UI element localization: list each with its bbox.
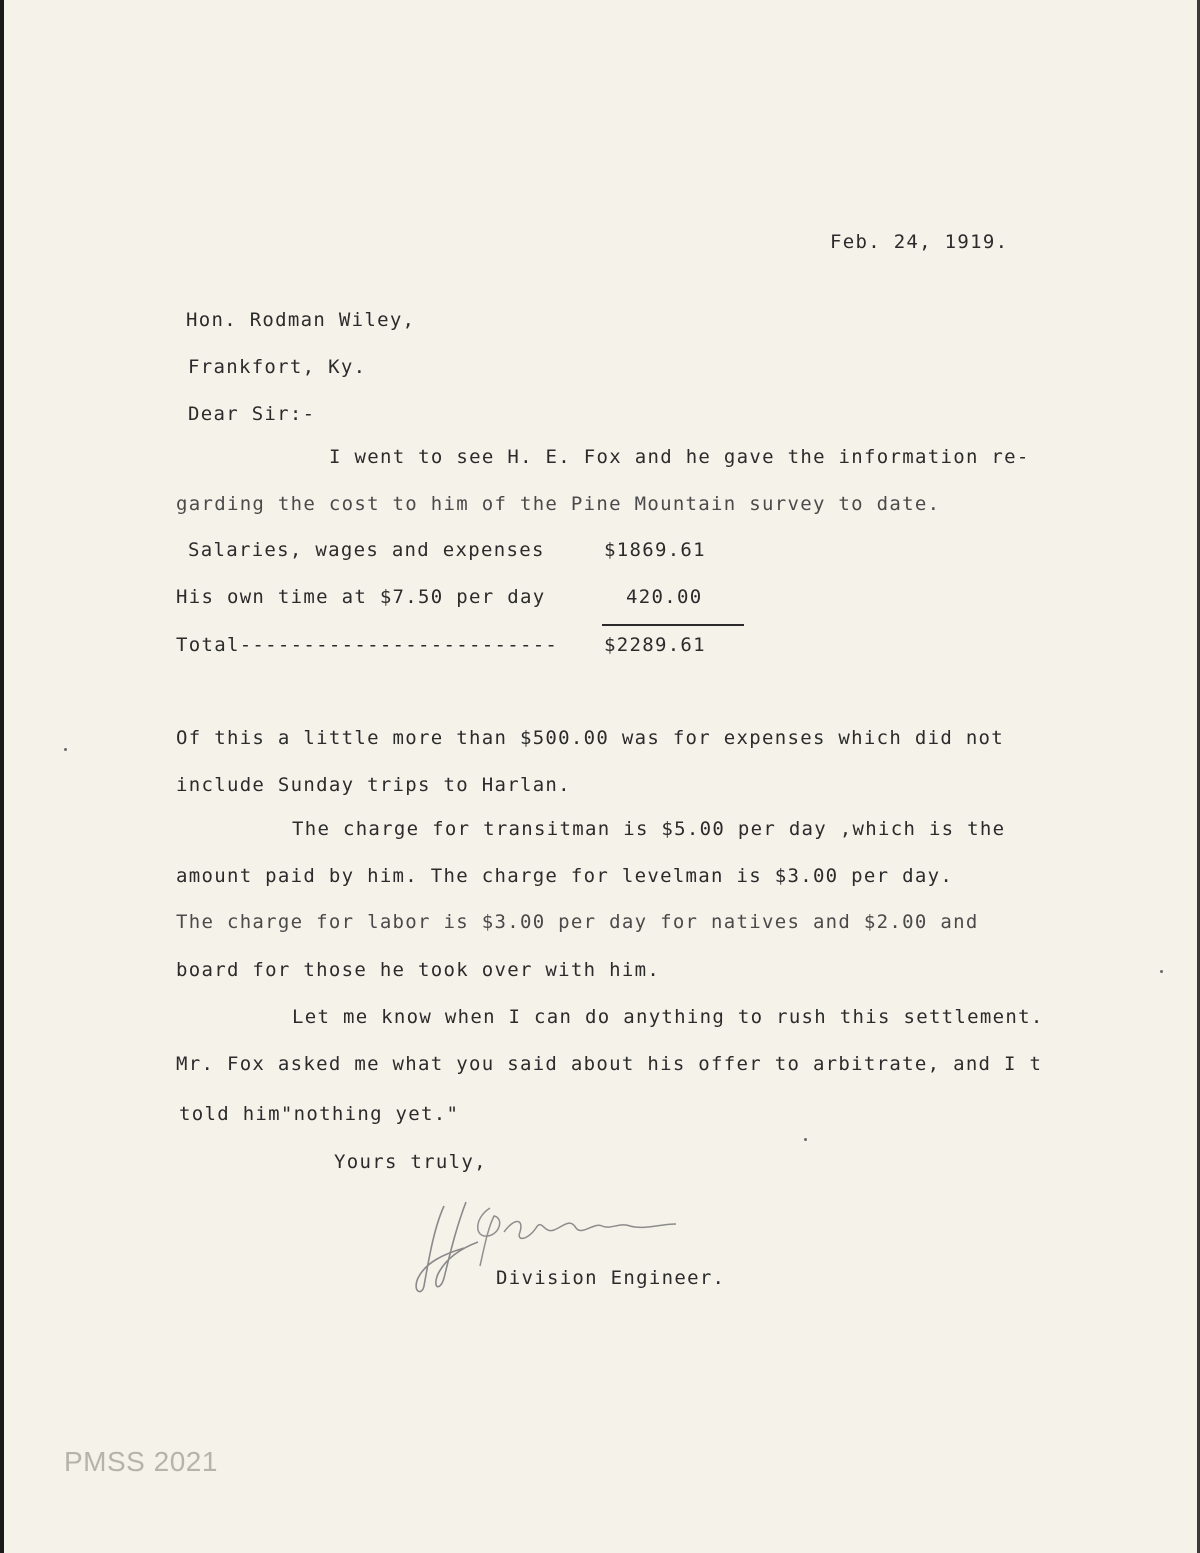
- cost-label-own-time: His own time at $7.50 per day: [176, 586, 546, 608]
- letter-date: Feb. 24, 1919.: [830, 231, 1009, 253]
- closing: Yours truly,: [334, 1151, 487, 1173]
- paragraph3-line1: The charge for transitman is $5.00 per day ,which is the: [292, 818, 1006, 840]
- paragraph3-line4: board for those he took over with him.: [176, 959, 661, 981]
- cost-label-total: Total-------------------------: [176, 634, 559, 656]
- paragraph2-line2: include Sunday trips to Harlan.: [176, 774, 571, 796]
- paragraph3-line3: The charge for labor is $3.00 per day for natives and $2.00 and: [176, 911, 979, 933]
- signer-title: Division Engineer.: [496, 1267, 726, 1289]
- cost-label-salaries: Salaries, wages and expenses: [188, 539, 545, 561]
- paper-speck: [804, 1138, 807, 1141]
- paragraph4-line2: Mr. Fox asked me what you said about his offer to arbitrate, and I t: [176, 1053, 1043, 1075]
- paper-speck: [64, 748, 67, 751]
- total-rule: [602, 624, 744, 626]
- cost-amount-salaries: $1869.61: [604, 539, 706, 561]
- paragraph3-line2: amount paid by him. The charge for levelman is $3.00 per day.: [176, 865, 954, 887]
- paragraph1-line2: garding the cost to him of the Pine Mountain survey to date.: [176, 493, 941, 515]
- paper-speck: [1160, 970, 1163, 973]
- paragraph4-line1: Let me know when I can do anything to rush this settlement.: [292, 1006, 1044, 1028]
- paragraph1-line1: I went to see H. E. Fox and he gave the information re-: [329, 446, 1030, 468]
- recipient-location: Frankfort, Ky.: [188, 356, 367, 378]
- salutation: Dear Sir:-: [188, 403, 316, 425]
- cost-amount-total: $2289.61: [604, 634, 706, 656]
- paragraph2-line1: Of this a little more than $500.00 was for expenses which did not: [176, 727, 1005, 749]
- recipient-name: Hon. Rodman Wiley,: [186, 309, 416, 331]
- cost-amount-own-time: 420.00: [626, 586, 703, 608]
- archive-watermark: PMSS 2021: [64, 1446, 218, 1477]
- paragraph4-line3: told him"nothing yet.": [179, 1103, 460, 1125]
